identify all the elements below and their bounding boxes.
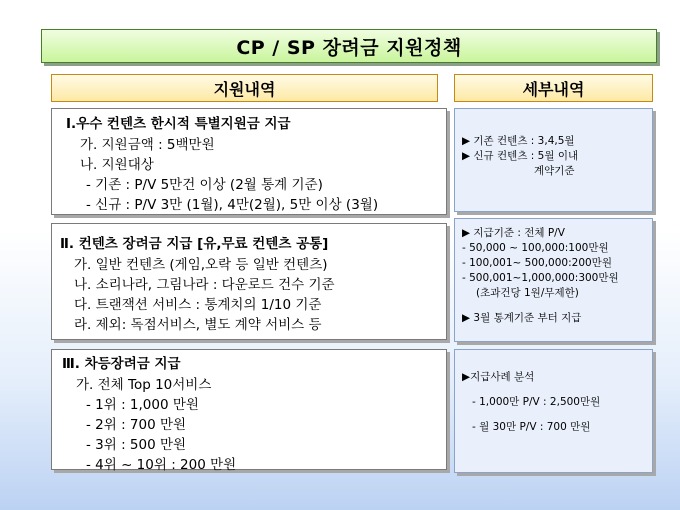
detail-items-header: 세부내역 [454,74,653,102]
detail-line: (초과건당 1원/무제한) [476,287,579,299]
detail-line: - 100,001~ 500,000:200만원 [462,257,612,269]
section-3-line: - 2위 : 700 만원 [86,417,187,433]
detail-line: ▶지급사례 분석 [462,371,535,383]
section-3-detail-box [454,349,653,473]
section-3-box [51,349,447,473]
support-details-header: 지원내역 [51,74,438,102]
section-2-box [51,223,447,340]
section-3-line: - 3위 : 500 만원 [86,437,187,453]
detail-line: - 1,000만 P/V : 2,500만원 [472,396,601,408]
section-3-line: - 4위 ~ 10위 : 200 만원 [86,457,237,473]
section-1-heading: Ⅰ.우수 컨텐츠 한시적 특별지원금 지급 [66,116,291,132]
detail-line: - 500,001~1,000,000:300만원 [462,272,619,284]
section-1-detail-box [454,108,653,212]
detail-line: ▶ 기존 컨텐츠 : 3,4,5월 [462,135,575,147]
section-2-heading: Ⅱ. 컨텐츠 장려금 지급 [유,무료 컨텐츠 공통] [60,236,329,252]
detail-line: ▶ 3월 통계기준 부터 지급 [462,312,582,324]
section-2-detail-box [454,218,653,342]
section-3-line: - 1위 : 1,000 만원 [86,397,199,413]
section-3-heading: Ⅲ. 차등장려금 지급 [62,356,181,372]
section-2-line: 다. 트랜잭션 서비스 : 통계치의 1/10 기준 [74,297,322,313]
detail-line: - 50,000 ~ 100,000:100만원 [462,242,609,254]
section-1-line: - 기존 : P/V 5만건 이상 (2월 통계 기준) [86,177,323,193]
page-title: CP / SP 장려금 지원정책 [41,29,657,63]
section-2-line: 나. 소리나라, 그림나라 : 다운로드 건수 기준 [74,277,335,293]
section-1-box [51,108,447,215]
section-1-line: 가. 지원금액 : 5백만원 [80,137,215,153]
section-1-line: - 신규 : P/V 3만 (1월), 4만(2월), 5만 이상 (3월) [86,197,379,213]
detail-line: - 월 30만 P/V : 700 만원 [472,421,591,433]
section-3-line: 가. 전체 Top 10서비스 [76,377,212,393]
section-2-line: 가. 일반 컨텐츠 (게임,오락 등 일반 컨텐츠) [74,257,328,273]
section-1-line: 나. 지원대상 [80,157,154,173]
detail-line: ▶ 신규 컨텐츠 : 5월 이내 [462,150,579,162]
section-2-line: 라. 제외: 독점서비스, 별도 계약 서비스 등 [74,317,322,333]
detail-line: 계약기준 [534,165,575,177]
detail-line: ▶ 지급기준 : 전체 P/V [462,227,565,239]
